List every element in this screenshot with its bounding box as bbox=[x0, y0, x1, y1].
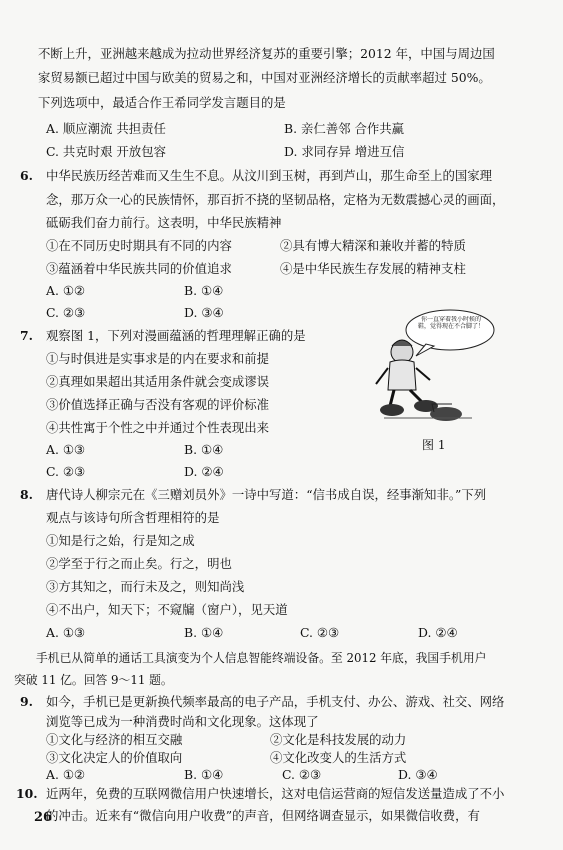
q8-option-c: C. ②③ bbox=[300, 625, 340, 640]
q5-option-b: B. 亲仁善邻 合作共赢 bbox=[284, 121, 405, 136]
q10-stem-line-2: 的冲击。近来有“微信向用户收费”的声音，但网络调查显示，如果微信收费，有 bbox=[46, 808, 480, 823]
q8-option-b: B. ①④ bbox=[184, 625, 224, 640]
q7-statement-2: ②真理如果超出其适用条件就会变成谬误 bbox=[46, 374, 270, 389]
q8-option-a: A. ①③ bbox=[46, 625, 86, 640]
q8-statement-2: ②学至于行之而止矣。行之，明也 bbox=[46, 556, 232, 571]
q5-option-d: D. 求同存异 增进互信 bbox=[284, 144, 405, 159]
q9-option-c: C. ②③ bbox=[282, 767, 322, 782]
q9-stem-line-1: 如今，手机已是更新换代频率最高的电子产品，手机支付、办公、游戏、社交、网络 bbox=[46, 694, 505, 709]
q7-statement-4: ④共性寓于个性之中并通过个性表现出来 bbox=[46, 420, 270, 435]
q5-stem-line-2: 家贸易额已超过中国与欧美的贸易之和，中国对亚洲经济增长的贡献率超过 50%。 bbox=[38, 70, 491, 85]
q6-stem-line-1: 中华民族历经苦难而又生生不息。从汶川到玉树，再到芦山，那生命至上的国家理 bbox=[46, 168, 493, 183]
q5-stem-line-1: 不断上升，亚洲越来越成为拉动世界经济复苏的重要引擎；2012 年，中国与周边国 bbox=[38, 46, 495, 61]
q8-statement-3: ③方其知之，而行未及之，则知尚浅 bbox=[46, 579, 245, 594]
q8-stem-line-1: 唐代诗人柳宗元在《三赠刘员外》一诗中写道：“信书成自误，经事渐知非。”下列 bbox=[46, 487, 487, 502]
q7-option-a: A. ①③ bbox=[46, 442, 86, 457]
section-intro-line-1: 手机已从简单的通话工具演变为个人信息智能终端设备。至 2012 年底，我国手机用户 bbox=[36, 651, 487, 665]
q8-number: 8. bbox=[20, 487, 33, 502]
figure-caption: 图 1 bbox=[422, 438, 446, 452]
q8-statement-1: ①知是行之始，行是知之成 bbox=[46, 533, 195, 548]
cartoon-illustration bbox=[372, 306, 498, 424]
q9-statement-4: ④文化改变人的生活方式 bbox=[270, 750, 407, 765]
page-number: 26 bbox=[34, 810, 53, 825]
q10-stem-line-1: 近两年，免费的互联网微信用户快速增长，这对电信运营商的短信发送量造成了不小 bbox=[46, 786, 505, 801]
q8-option-d: D. ②④ bbox=[418, 625, 458, 640]
q6-option-b: B. ①④ bbox=[184, 283, 224, 298]
q7-number: 7. bbox=[20, 328, 33, 343]
q7-option-b: B. ①④ bbox=[184, 442, 224, 457]
speech-bubble-text: 你一直穿着我小时候的鞋，觉得现在不合脚了！ bbox=[417, 316, 484, 330]
q7-statement-3: ③价值选择正确与否没有客观的评价标准 bbox=[46, 397, 270, 412]
q8-stem-line-2: 观点与该诗句所含哲理相符的是 bbox=[46, 510, 220, 525]
q7-option-d: D. ②④ bbox=[184, 464, 224, 479]
q6-number: 6. bbox=[20, 168, 33, 183]
q9-option-d: D. ③④ bbox=[398, 767, 438, 782]
q5-option-c: C. 共克时艰 开放包容 bbox=[46, 144, 166, 159]
q6-statement-1: ①在不同历史时期具有不同的内容 bbox=[46, 238, 232, 253]
q9-statement-1: ①文化与经济的相互交融 bbox=[46, 732, 183, 747]
q6-option-d: D. ③④ bbox=[184, 305, 224, 320]
q6-option-c: C. ②③ bbox=[46, 305, 86, 320]
q9-option-a: A. ①② bbox=[46, 767, 86, 782]
q6-option-a: A. ①② bbox=[46, 283, 86, 298]
q7-stem: 观察图 1，下列对漫画蕴涵的哲理理解正确的是 bbox=[46, 328, 306, 343]
q6-statement-4: ④是中华民族生存发展的精神支柱 bbox=[280, 261, 466, 276]
q9-stem-line-2: 浏览等已成为一种消费时尚和文化现象。这体现了 bbox=[46, 714, 319, 729]
q6-statement-3: ③蕴涵着中华民族共同的价值追求 bbox=[46, 261, 232, 276]
q7-option-c: C. ②③ bbox=[46, 464, 86, 479]
section-intro-line-2: 突破 11 亿。回答 9～11 题。 bbox=[14, 673, 173, 687]
q9-statement-3: ③文化决定人的价值取向 bbox=[46, 750, 183, 765]
q10-number: 10. bbox=[16, 786, 38, 801]
q7-statement-1: ①与时俱进是实事求是的内在要求和前提 bbox=[46, 351, 270, 366]
cartoon-figure bbox=[372, 306, 498, 424]
q6-stem-line-2: 念，那万众一心的民族情怀，那百折不挠的坚韧品格，定格为无数震撼心灵的画面， bbox=[46, 192, 505, 207]
q6-statement-2: ②具有博大精深和兼收并蓄的特质 bbox=[280, 238, 466, 253]
q8-statement-4: ④不出户，知天下；不窥牖（窗户），见天道 bbox=[46, 602, 288, 617]
q5-option-a: A. 顺应潮流 共担责任 bbox=[46, 121, 166, 136]
q6-stem-line-3: 砥砺我们奋力前行。这表明，中华民族精神 bbox=[46, 215, 282, 230]
q9-number: 9. bbox=[20, 694, 33, 709]
q9-option-b: B. ①④ bbox=[184, 767, 224, 782]
q9-statement-2: ②文化是科技发展的动力 bbox=[270, 732, 407, 747]
q5-stem-line-3: 下列选项中，最适合作王希同学发言题目的是 bbox=[38, 95, 286, 110]
